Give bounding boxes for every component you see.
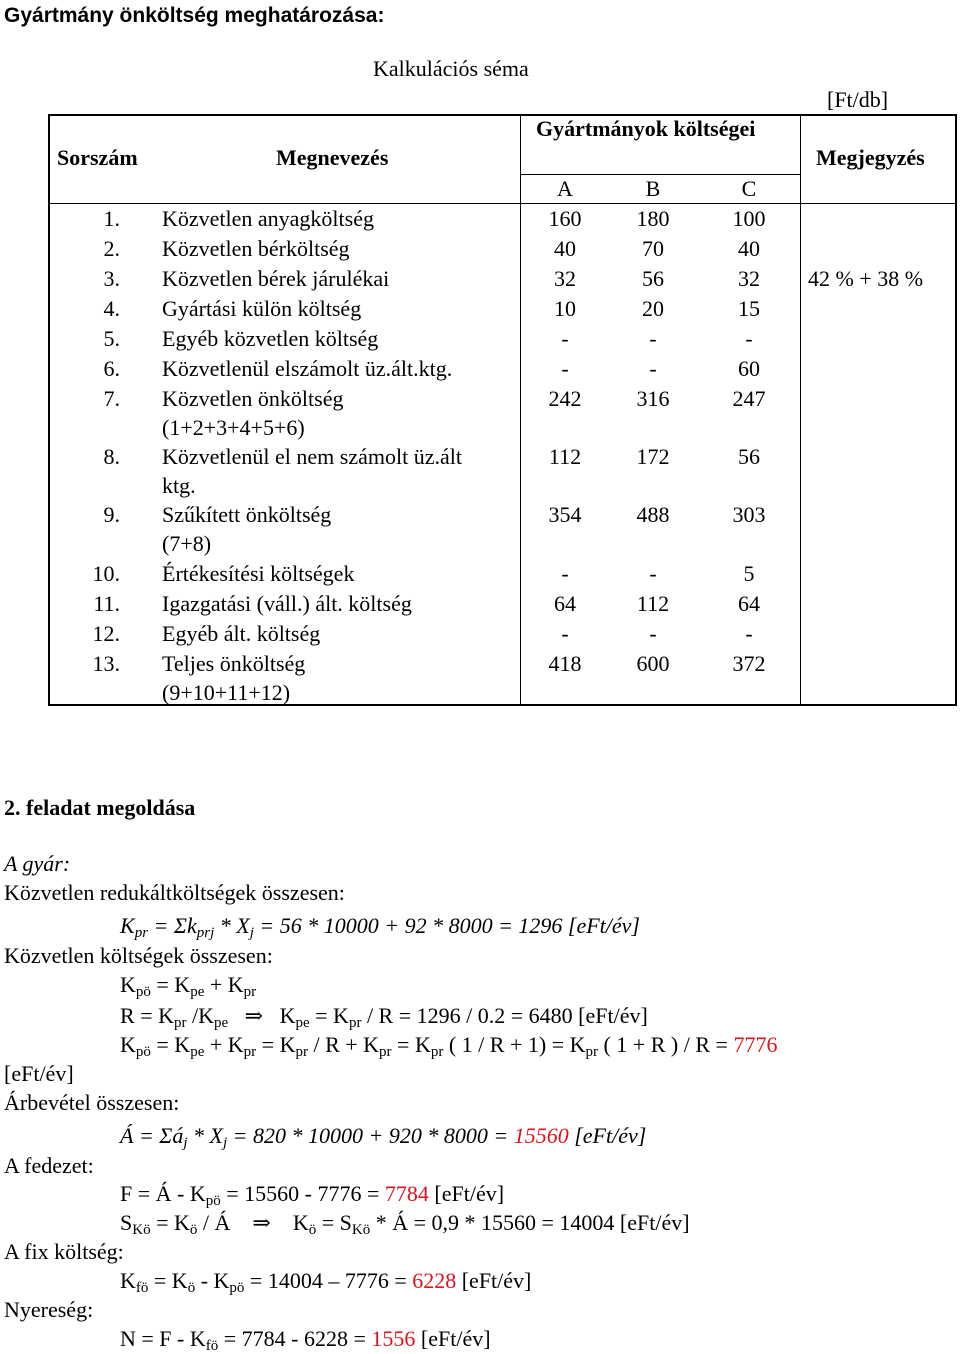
equation-kfo: $K_{fö} = K_ö - K_{pö} = 14004 - 7776 = 6228$ [eFt/év]: [120, 1268, 532, 1296]
row-number: 13.: [92, 651, 120, 676]
cell-b: 316: [636, 386, 670, 411]
equation-kpo-expanded: $K_{pö} = K_{pe} + K_{pr} = K_{pr} / R + K_{pr} = K_{pr}$ ( $1 / R + 1) = K_{pr}$ ( 1 + R ) / R = 7776: [120, 1032, 778, 1060]
header-col-c: C: [741, 176, 757, 201]
row-note: 42 % + 38 %: [808, 266, 924, 291]
cell-b: -: [649, 561, 657, 586]
row-name-continued: (9+10+11+12): [162, 680, 291, 705]
cell-c: 56: [738, 444, 760, 469]
cell-b: 56: [642, 266, 664, 291]
value-1556: 1556: [371, 1326, 416, 1351]
cell-c: 247: [732, 386, 766, 411]
label-fix-koltseg: A fix költség:: [4, 1239, 124, 1264]
row-number: 6.: [103, 356, 120, 381]
cell-c: -: [745, 326, 753, 351]
cell-a: 40: [554, 236, 576, 261]
cell-a: 10: [554, 296, 576, 321]
cell-b: 600: [636, 651, 670, 676]
cell-b: -: [649, 621, 657, 646]
row-number: 1.: [103, 206, 120, 231]
row-name: Szűkített önköltség: [162, 502, 332, 527]
row-number: 5.: [103, 326, 120, 351]
equation-kpo: $K_{pö} = K_{pe} + K_{pr}$: [120, 972, 257, 1000]
row-number: 7.: [103, 386, 120, 411]
row-name: Igazgatási (váll.) ált. költség: [162, 591, 412, 616]
cell-a: 64: [554, 591, 576, 616]
cell-c: 15: [738, 296, 760, 321]
label-nyereseg: Nyereség:: [4, 1297, 94, 1322]
cell-a: -: [561, 621, 569, 646]
equation-arbevetel: Á = $\Sigma á_j * X_j = 820 * 10000 + 920 * 8000 = 15560$ [eFt/év]: [120, 1123, 647, 1151]
label-fedezet: A fedezet:: [4, 1153, 94, 1178]
header-col-b: B: [645, 176, 661, 201]
cell-b: 20: [642, 296, 664, 321]
header-megnevezes: Megnevezés: [276, 145, 389, 170]
header-megjegyzes: Megjegyzés: [816, 145, 925, 170]
cell-a: 418: [548, 651, 582, 676]
header-sorszam: Sorszám: [57, 145, 138, 170]
equation-r: $R = K_{pr}$ $/K_{pe}$ ⇒ $K_{pe} = K_{pr} / R = 1296 / 0.2 = 6480$ [eFt/év]: [120, 1003, 648, 1031]
cell-a: 242: [548, 386, 582, 411]
cell-c: 32: [738, 266, 760, 291]
row-number: 4.: [103, 296, 120, 321]
solution-heading: 2. feladat megoldása: [4, 795, 196, 820]
cell-b: 172: [636, 444, 670, 469]
section-gyar: A gyár:: [4, 851, 71, 876]
cell-b: -: [649, 326, 657, 351]
subheader-divider: [520, 174, 800, 175]
row-name: Teljes önköltség: [162, 651, 306, 676]
row-name-continued: ktg.: [162, 473, 196, 498]
cell-a: -: [561, 561, 569, 586]
row-number: 3.: [103, 266, 120, 291]
row-name: Közvetlen anyagköltség: [162, 206, 374, 231]
row-number: 10.: [92, 561, 120, 586]
row-name: Egyéb közvetlen költség: [162, 326, 379, 351]
cell-a: 160: [548, 206, 582, 231]
value-15560: 15560: [513, 1123, 569, 1148]
unit-wrap: [eFt/év]: [4, 1061, 74, 1086]
implies-arrow-icon: ⇒: [252, 1210, 271, 1235]
page-title: Gyártmány önköltség meghatározása:: [4, 4, 385, 27]
label-arbevetel: Árbevétel összesen:: [4, 1090, 180, 1115]
header-gyartmanyok-koltsegei: Gyártmányok költségei: [536, 116, 756, 141]
header-col-a: A: [557, 176, 573, 201]
cell-b: 112: [636, 591, 670, 616]
cell-c: 60: [738, 356, 760, 381]
equation-kpr: $K_{pr} = \Sigma k_{prj} * X_j = 56 * 10000 + 92 * 8000 = 1296$ [eFt/év]: [120, 913, 640, 941]
row-number: 2.: [103, 236, 120, 261]
label-redukalt: Közvetlen redukáltköltségek összesen:: [4, 880, 345, 905]
cell-c: 372: [732, 651, 766, 676]
sigma-icon: Σ: [173, 913, 187, 938]
unit-label: [Ft/db]: [827, 87, 889, 112]
value-7784: 7784: [384, 1181, 429, 1206]
cell-c: 5: [743, 561, 755, 586]
cell-a: 112: [548, 444, 582, 469]
row-number: 12.: [92, 621, 120, 646]
row-number: 9.: [103, 502, 120, 527]
row-number: 11.: [93, 591, 120, 616]
row-name-continued: (1+2+3+4+5+6): [162, 415, 305, 440]
cell-b: 70: [642, 236, 664, 261]
row-name: Értékesítési költségek: [162, 561, 355, 586]
cell-c: 40: [738, 236, 760, 261]
cell-b: -: [649, 356, 657, 381]
equation-nyereseg: $N = F - K_{fö} = 7784 - 6228 = 1556$ [eFt/év]: [120, 1326, 491, 1354]
cell-b: 488: [636, 502, 670, 527]
sigma-icon: Σ: [159, 1123, 173, 1148]
cell-c: 100: [732, 206, 766, 231]
value-6228: 6228: [412, 1268, 457, 1293]
cell-a: -: [561, 326, 569, 351]
table-border-top: [48, 114, 957, 116]
row-name-continued: (7+8): [162, 531, 212, 556]
row-name: Egyéb ált. költség: [162, 621, 321, 646]
cell-c: 64: [738, 591, 760, 616]
row-number: 8.: [103, 444, 120, 469]
row-name: Közvetlenül elszámolt üz.ált.ktg.: [162, 356, 453, 381]
cell-c: 303: [732, 502, 766, 527]
cell-c: -: [745, 621, 753, 646]
row-name: Közvetlenül el nem számolt üz.ált: [162, 444, 462, 469]
cell-a: 32: [554, 266, 576, 291]
row-name: Közvetlen bérköltség: [162, 236, 350, 261]
equation-fedezet: F = Á - $K_{pö} = 15560 - 7776 = 7784$ [eFt/év]: [120, 1181, 505, 1209]
schema-subtitle: Kalkulációs séma: [373, 56, 529, 81]
cell-a: -: [561, 356, 569, 381]
cell-a: 354: [548, 502, 582, 527]
header-divider: [48, 203, 957, 204]
equation-sko: $S_{Kö} = K_ö$ / Á ⇒ $K_ö = S_{Kö}$ * Á = 0,9 * 15560 = 14004 [eFt/év]: [120, 1210, 690, 1238]
implies-arrow-icon: ⇒: [244, 1003, 264, 1028]
label-kozvetlen: Közvetlen költségek összesen:: [4, 943, 273, 968]
row-name: Gyártási külön költség: [162, 296, 362, 321]
cell-b: 180: [636, 206, 670, 231]
value-7776: 7776: [733, 1032, 778, 1057]
row-name: Közvetlen önköltség: [162, 386, 344, 411]
row-name: Közvetlen bérek járulékai: [162, 266, 390, 291]
